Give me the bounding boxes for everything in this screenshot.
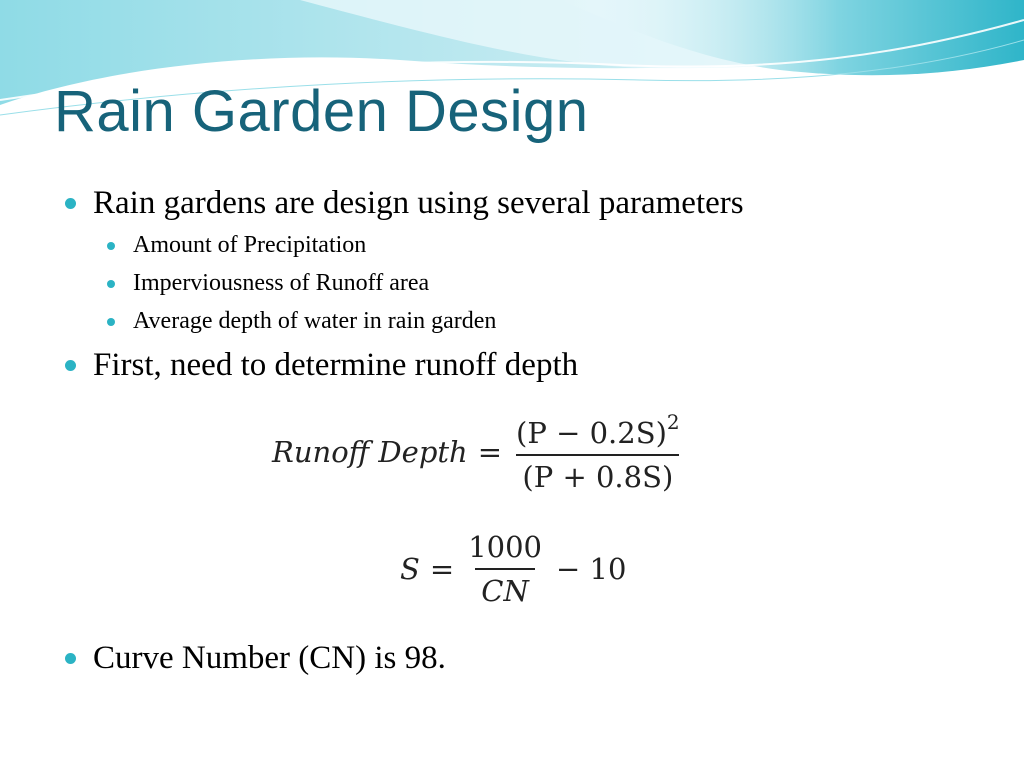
equals-sign: =	[429, 552, 455, 586]
runoff-depth-equation	[272, 410, 694, 494]
numerator-text: (P − 0.2S)	[516, 416, 667, 450]
s-fraction	[462, 530, 548, 608]
sub-bullet-imperviousness: Imperviousness of Runoff area	[133, 270, 430, 296]
runoff-numerator	[510, 410, 686, 454]
sub-bullet-average-depth: Average depth of water in rain garden	[133, 308, 497, 334]
runoff-fraction	[510, 410, 686, 494]
s-tail: − 10	[556, 552, 627, 586]
sub-bullet-precipitation: Amount of Precipitation	[133, 232, 367, 258]
equals-sign: =	[477, 435, 503, 469]
bullet-parameters: Rain gardens are design using several parameters	[93, 185, 744, 221]
s-numerator: 1000	[468, 530, 542, 564]
bullet-curve-number: Curve Number (CN) is 98.	[93, 640, 446, 676]
s-variable: S	[400, 552, 420, 586]
exponent: 2	[666, 410, 680, 434]
runoff-denominator: (P + 0.8S)	[516, 454, 679, 494]
s-equation	[400, 530, 626, 608]
s-denominator: CN	[475, 568, 535, 608]
equation-lhs: Runoff Depth	[272, 435, 468, 469]
bullet-runoff-depth: First, need to determine runoff depth	[93, 347, 579, 383]
slide-title: Rain Garden Design	[54, 79, 589, 144]
